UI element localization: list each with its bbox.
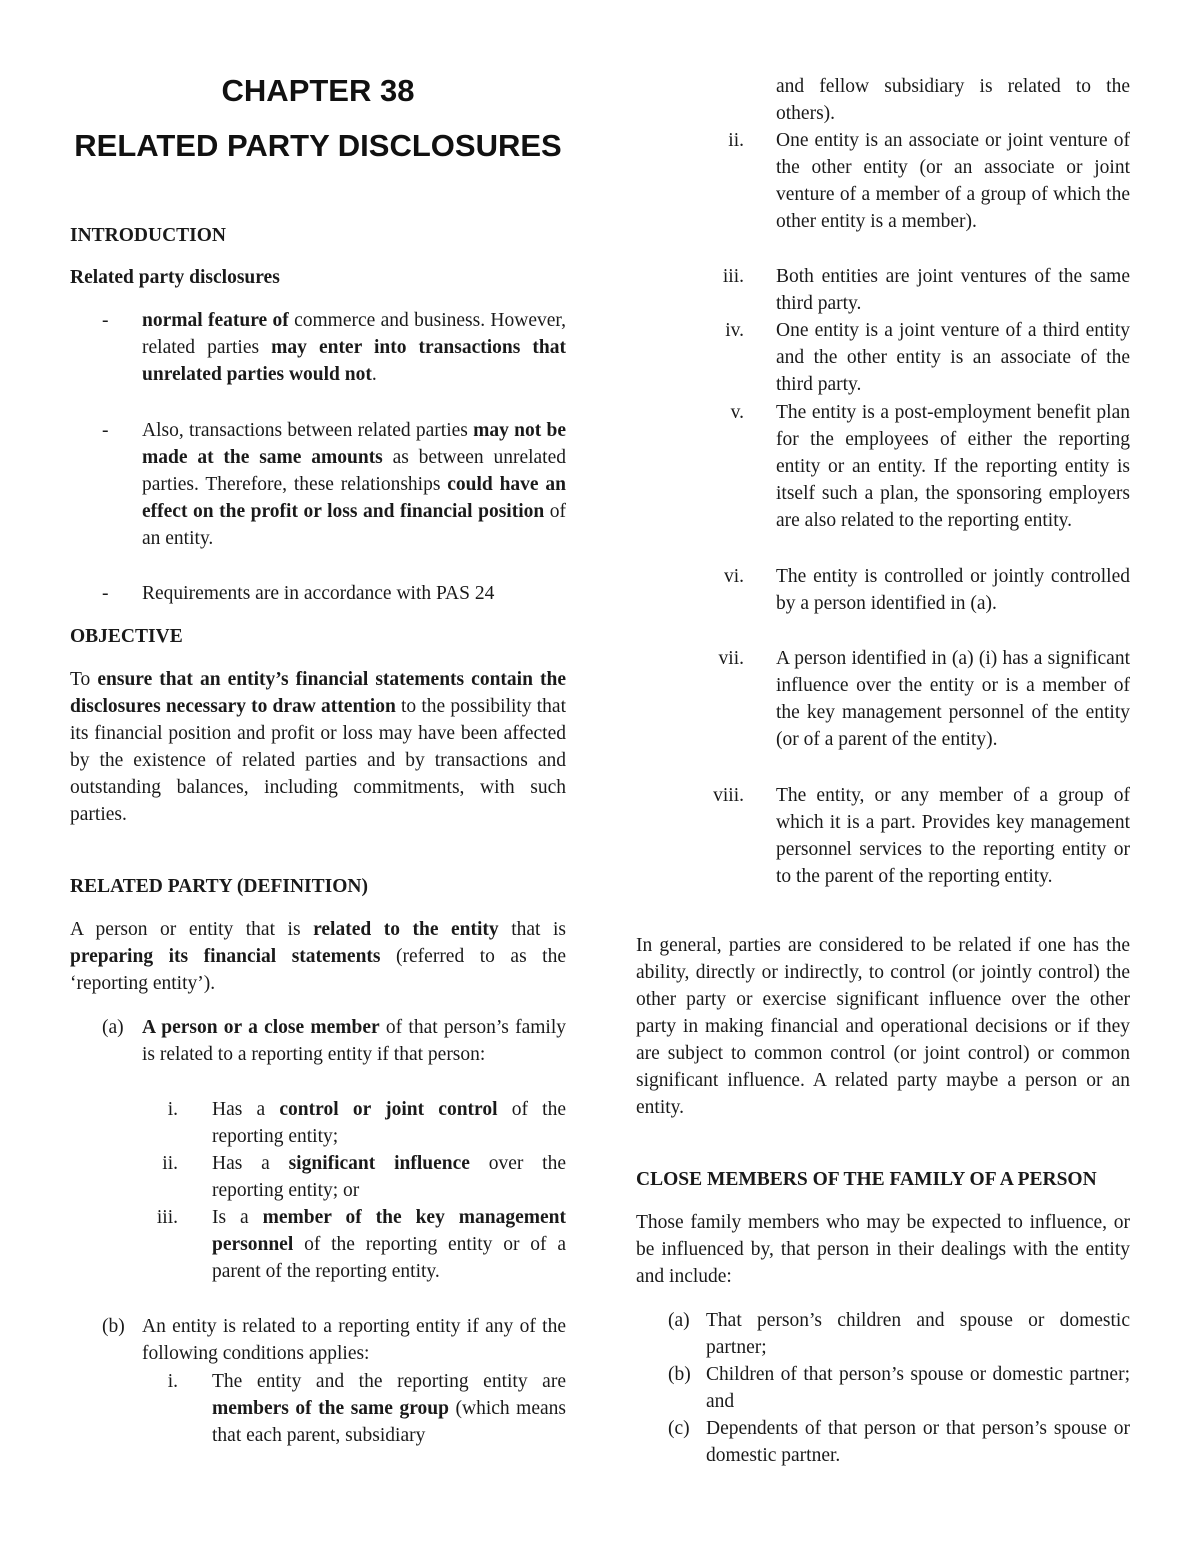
definition-item-b-text: An entity is related to a reporting entity if any of the following conditions applies:	[142, 1316, 566, 1364]
bullet-marker: -	[102, 310, 109, 331]
roman-marker: iv.	[725, 320, 744, 341]
roman-marker: vi.	[723, 566, 744, 587]
close-members-intro: Those family members who may be expected to influence, or be influenced by, that person in their dealings with the entity and include:	[636, 1212, 1130, 1287]
roman-marker: i.	[167, 1371, 178, 1392]
close-members-heading: CLOSE MEMBERS OF THE FAMILY OF A PERSON	[636, 1169, 1097, 1190]
objective-paragraph: To ensure that an entity’s financial statements contain the disclosures necessary to draw attention to the possibility that its financial position and profit or loss may have been affected by the existence of related parties and by transactions and outstanding balances, including commitments, with such parties.	[70, 669, 566, 825]
definition-b-subitem-text-part2: and fellow subsidiary is related to the others).	[776, 76, 1130, 124]
chapter-title: CHAPTER 38	[221, 73, 415, 108]
intro-bullet-text: Also, transactions between related parties may not be made at the same amounts as between unrelated parties. Therefore, these relationships could have an effect on the profit or loss and financial position of an entity.	[142, 420, 567, 549]
chapter-subtitle: RELATED PARTY DISCLOSURES	[74, 128, 562, 163]
definition-b-subitem-text: A person identified in (a) (i) has a significant influence over the entity or is a member of the key management personnel of the entity (or of a parent of the entity).	[776, 648, 1130, 750]
roman-marker: iii.	[722, 266, 744, 287]
definition-b-subitem-text-part1: The entity and the reporting entity are members of the same group (which means that each parent, subsidiary	[212, 1371, 566, 1446]
definition-a-subitem-text: Is a member of the key management personnel of the reporting entity or of a parent of the reporting entity.	[212, 1207, 566, 1282]
roman-marker: ii.	[162, 1153, 178, 1174]
close-member-item-text: That person’s children and spouse or domestic partner;	[706, 1310, 1130, 1358]
roman-marker: v.	[730, 402, 744, 423]
roman-marker: viii.	[713, 785, 744, 806]
roman-marker: vii.	[718, 648, 744, 669]
definition-a-subitem-text: Has a significant influence over the reporting entity; or	[212, 1153, 566, 1201]
intro-bullet-text: normal feature of commerce and business. However, related parties may enter into transactions that unrelated parties would not.	[142, 310, 566, 385]
bullet-marker: -	[102, 420, 109, 441]
roman-marker: i.	[167, 1099, 178, 1120]
definition-b-subitem-text: One entity is a joint venture of a third entity and the other entity is an associate of the third party.	[776, 320, 1130, 395]
close-member-item-text: Children of that person’s spouse or domestic partner; and	[706, 1364, 1130, 1412]
item-marker: (a)	[102, 1017, 124, 1038]
roman-marker: iii.	[156, 1207, 178, 1228]
introduction-heading: INTRODUCTION	[70, 225, 227, 246]
definition-b-subitem-text: The entity is controlled or jointly controlled by a person identified in (a).	[776, 566, 1130, 614]
close-member-item-text: Dependents of that person or that person’s spouse or domestic partner.	[706, 1418, 1130, 1466]
roman-marker: ii.	[728, 130, 744, 151]
definition-a-subitem-text: Has a control or joint control of the reporting entity;	[212, 1099, 566, 1147]
definition-intro: A person or entity that is related to the entity that is preparing its financial statements (referred to as the ‘reporting entity’).	[70, 919, 566, 994]
related-party-disclosures-subheading: Related party disclosures	[70, 267, 280, 288]
objective-heading: OBJECTIVE	[70, 626, 183, 647]
bullet-marker: -	[102, 583, 109, 604]
definition-b-subitem-text: The entity is a post-employment benefit plan for the employees of either the reporting entity or an entity. If the reporting entity is itself such a plan, the sponsoring employers are also related to the reporting entity.	[776, 402, 1130, 531]
general-paragraph: In general, parties are considered to be related if one has the ability, directly or indirectly, to control (or jointly control) the other party or exercise significant influence over the other party in making financial and operational decisions or if they are subject to common control (or joint control) or common significant influence. A related party maybe a person or an entity.	[636, 935, 1130, 1118]
definition-item-a-text: A person or a close member of that person’s family is related to a reporting entity if that person:	[142, 1017, 566, 1065]
definition-b-subitem-text: The entity, or any member of a group of which it is a part. Provides key management personnel services to the reporting entity or to the parent of the reporting entity.	[776, 785, 1130, 887]
definition-b-subitem-text: Both entities are joint ventures of the same third party.	[776, 266, 1130, 314]
item-marker: (b)	[102, 1316, 125, 1337]
definition-b-subitem-text: One entity is an associate or joint venture of the other entity (or an associate or joint venture of a member of a group of which the other entity is a member).	[776, 130, 1130, 232]
intro-bullet-text: Requirements are in accordance with PAS 24	[142, 583, 495, 604]
item-marker: (c)	[668, 1418, 690, 1439]
item-marker: (b)	[668, 1364, 691, 1385]
item-marker: (a)	[668, 1310, 690, 1331]
definition-heading: RELATED PARTY (DEFINITION)	[70, 876, 368, 897]
